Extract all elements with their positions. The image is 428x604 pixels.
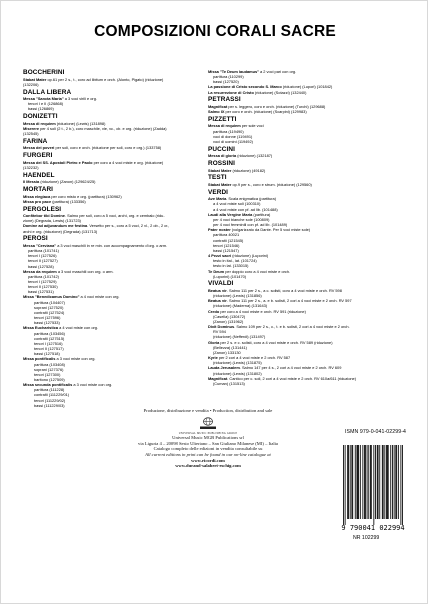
work-detail — [208, 381, 404, 386]
barcode-bar — [357, 445, 358, 519]
barcode-bar — [373, 445, 374, 525]
work-info: per soli, coro e orch. (riduzione per soli, coro e org.) (133758) — [54, 145, 162, 151]
work-info: a 3 voci maschili con org. o arm. — [56, 268, 114, 274]
work-detail — [23, 229, 205, 234]
work-info: a 3 voci maschili in re min. con accompagnamento d'org. o arm. — [56, 242, 168, 248]
work-info: per coro a 4 voci miste e orch. RV 591 (riduzione) — [219, 308, 306, 314]
barcode-bar — [402, 445, 403, 525]
work-entry — [23, 199, 205, 204]
work-info: per coro a 4 voci miste e org. (riduzione) — [92, 159, 164, 165]
work-info: a 3 voci virili e org. — [63, 96, 97, 102]
right-column — [208, 69, 404, 386]
work-info: per sole voci — [240, 123, 264, 129]
work-title: Beatus vir — [208, 298, 227, 304]
work-info: bassi (121547) — [213, 247, 239, 253]
work-info: partitura (101741) — [28, 248, 59, 254]
work-info: testo in lat. (133015) — [213, 263, 249, 269]
barcode-digits: 9 790041 022994 — [341, 524, 405, 532]
work-info: (riduzione) (132187) — [236, 153, 273, 159]
work-info: tenori (127300) — [34, 371, 61, 377]
universal-music-logo-icon — [199, 417, 217, 430]
work-info: contralti (111229/01) — [34, 392, 70, 398]
work-info: tenori I (127516) — [34, 340, 63, 346]
barcode-bar — [379, 445, 380, 519]
barcode-bar — [387, 445, 388, 519]
barcode-icon — [337, 441, 409, 533]
work-info: partitura (119490) — [213, 128, 244, 134]
work-title: Missa secunda pontificalis — [23, 382, 73, 388]
work-info: per s. leggero, coro e orch. (riduzione) (Turchi) (129688) — [227, 103, 326, 109]
work-info: (riduzione) (Lewis) (131875) — [213, 360, 262, 366]
work-entry — [208, 109, 404, 114]
ricordi-link[interactable]: www.ricordi.com — [191, 457, 225, 463]
barcode-bar — [395, 445, 396, 519]
composer-heading: FURGERI — [23, 152, 53, 160]
work-title: Messa "Cerviana" — [23, 242, 57, 248]
work-info: partitura (111228) — [34, 387, 65, 393]
barcode-bar — [350, 445, 351, 519]
composer-heading: PUCCINI — [208, 145, 235, 153]
work-info: partitura (103456) — [34, 330, 65, 336]
work-info: (riduzione) (Nefferdi) (131497) — [213, 334, 266, 340]
barcode-bar — [357, 445, 358, 519]
work-title: Missa "Benedicamus Domino" — [23, 294, 80, 300]
work-info: (riduzione) (Lewis) (131802) — [213, 370, 262, 376]
work-info: zione) (Degrada, Lewis) (131723) — [23, 218, 81, 224]
composer-heading: MORTARI — [23, 186, 54, 193]
barcode-bar — [345, 445, 346, 525]
work-info: bassi (126869) — [28, 106, 54, 112]
work-title: Messa di requiem — [208, 123, 241, 129]
work-info: bassi (111229/03) — [34, 402, 65, 408]
work-info: contralti (121545) — [213, 237, 244, 243]
work-title: Messa dei poveri — [23, 145, 55, 151]
work-info: per doppio coro a 4 voci miste e orch. — [224, 268, 291, 274]
barcode-bar — [378, 445, 379, 519]
barcode-bar — [365, 445, 366, 519]
work-info: . Salmo per soli, coro a 5 voci, archi, org. e cembalo (ridu- — [64, 213, 165, 219]
barcode-bar — [383, 445, 384, 519]
work-info: a 4 voci miste soli (100310) — [213, 201, 261, 207]
work-title: Miserere — [23, 125, 40, 131]
work-info: bassi (127528) — [28, 263, 54, 269]
barcode-bar — [384, 445, 385, 519]
work-info: soprani (127376) — [34, 366, 64, 372]
work-info: baritono (127509) — [34, 376, 65, 382]
barcode-bar — [386, 445, 387, 519]
work-info: (Bellezza) (131441) — [213, 344, 247, 350]
work-info: . Salmo 111 per 2 s., a. e b. solisti, 2 cori a 4 voci miste e 2 orch. RV 597 — [226, 298, 352, 304]
work-info: (partitura) (133356) — [51, 198, 86, 204]
work-info: (volgarizzato da Dante. Per 5 voci miste sole) — [230, 227, 311, 233]
composer-heading: VIVALDI — [208, 280, 234, 288]
composer-heading: ROSSINI — [208, 160, 235, 168]
composer-heading: FARINA — [23, 137, 48, 145]
barcode-bar — [343, 445, 344, 525]
work-title: Missa Eucharistica — [23, 325, 59, 331]
composer-heading: PETRASSI — [208, 96, 241, 104]
composer-heading: BOCCHERINI — [23, 69, 65, 76]
work-info: archi e org. (riduzione) (Degrada) (131713) — [23, 228, 98, 234]
work-info: partitura 40021 — [213, 232, 240, 238]
work-info: (riduzione) (Lewis) (131856) — [213, 293, 262, 299]
composer-heading: PIZZETTI — [208, 115, 237, 123]
work-title: Dixit Dominus — [208, 324, 235, 330]
composer-heading: HAENDEL — [23, 171, 55, 179]
work-entry — [208, 153, 404, 158]
work-detail — [208, 274, 404, 279]
barcode-bar — [358, 445, 359, 519]
work-info: (Casella) (130472) — [213, 313, 246, 319]
barcode-bar — [352, 445, 353, 519]
work-info: tenori (121546) — [213, 242, 240, 248]
work-info: (riduzione) (Lupori) (101842) — [281, 84, 333, 90]
work-info: a 4 voci miste con pf. ad lib. (101488) — [213, 206, 278, 212]
work-info: tenori II (127530) — [28, 284, 58, 290]
work-info: . Scala enigmatica (partitura) — [226, 196, 276, 202]
barcode-bar — [377, 445, 378, 519]
work-info: a 3 voci miste con org. — [55, 356, 96, 362]
work-info: per 4 voci femminili con pf. ad lib. (101489) — [213, 222, 288, 228]
work-info: tenori I (127526) — [28, 253, 57, 259]
durand-link[interactable]: www.durand-salabert-eschig.com — [175, 463, 241, 469]
work-info: tenori I (127529) — [28, 279, 57, 284]
work-info: . Versetto per s., coro a 5 voci, 2 vl., 2 ob., 2 cr., — [87, 223, 170, 229]
barcode-bar — [382, 445, 383, 519]
work-info: per coro misto e org. (partitura) (130962) — [50, 193, 122, 199]
work-title: 4 Pezzi sacri — [208, 253, 232, 259]
work-info: contralti (127515) — [34, 335, 65, 341]
barcode-bar — [398, 445, 399, 519]
work-title: Il Messia — [23, 179, 40, 185]
work-info: (riduzione) (Sotazzi) (132440) — [253, 89, 307, 95]
barcode-bar — [347, 445, 348, 519]
work-info: tenori (127596) — [34, 315, 61, 321]
work-info: a 3 voci miste con org. — [72, 382, 113, 388]
barcode-bar — [368, 445, 369, 519]
work-info: partitura (103408) — [34, 361, 65, 367]
work-info: (Cuman) (131513) — [213, 380, 245, 386]
barcode-bar — [371, 445, 372, 519]
work-info: per 2 cori a 4 voci miste e 2 orch. RV 587 — [217, 355, 291, 361]
work-title: Messa di gloria — [208, 153, 237, 159]
composer-heading: DALLA LIBERA — [23, 88, 72, 96]
page-title: COMPOSIZIONI CORALI SACRE — [94, 23, 336, 40]
production-line: Produzione, distribuzione e vendita • Production, distribution and sale — [143, 408, 273, 413]
work-info: a 4 voci miste con org. — [58, 325, 99, 331]
work-title: Domine ad adjuvandum me festina — [23, 223, 88, 229]
barcode-bar — [367, 445, 368, 519]
barcode-bar — [396, 445, 397, 519]
barcode-bar — [360, 445, 361, 519]
work-detail — [23, 106, 205, 111]
company-name: Universal Music MGB Publications srl — [172, 435, 244, 441]
work-title: Stabat Mater — [23, 76, 47, 82]
work-info: . Salmo 111 per 2 s., a c. solisti, coro a 4 voci miste e orch. RV 598 — [226, 288, 342, 293]
work-entry — [208, 182, 404, 187]
barcode-bar — [364, 445, 365, 519]
work-title: Missa elegiaca — [23, 193, 51, 199]
work-title: Messa di requiem — [23, 120, 56, 126]
work-title: Stabat Mater — [208, 181, 232, 187]
barcode-bar — [388, 445, 389, 519]
work-title: La passione di Cristo secondo S. Marco — [208, 84, 282, 90]
work-info: bassi (127533) — [34, 320, 60, 326]
work-title: Missa pro pace — [23, 198, 52, 204]
work-entry — [23, 179, 205, 184]
work-title: Stabat Mater — [208, 167, 232, 173]
work-info: partitura (101742) — [28, 273, 59, 279]
work-title: Gloria — [208, 339, 220, 345]
catalog-number: NR 102299 — [353, 535, 380, 541]
work-info: bassi (127518) — [34, 351, 60, 357]
work-info: . Salmo 147 per 4 s., 2 cori a 4 voci miste e 2 orch. RV 609 — [239, 365, 342, 371]
work-info: tenori I e II (126868) — [28, 101, 64, 107]
work-info: a 4 voci miste con org. — [79, 294, 120, 300]
barcode-bar — [400, 445, 401, 525]
work-info: op.61 per 2 s., t., coro ad libitum e orch. (Alonto, Pigato) (riduzione) — [46, 76, 164, 82]
work-detail — [23, 165, 205, 170]
work-title: Magnificat — [208, 103, 228, 109]
work-title: Credo — [208, 308, 220, 314]
work-info: tenori (111229/02) — [34, 397, 66, 403]
catalog-note-en: All current editions in print can be found in our on-line catalogue at — [145, 451, 271, 457]
barcode-bar — [355, 445, 356, 519]
work-detail — [23, 82, 205, 87]
work-info: (Zanon) (131962) — [213, 318, 244, 324]
work-info: . Salmo 109 per 2 s., c., t. e b. solisti, 2 cori a 4 voci miste e 2 orch. — [234, 324, 350, 330]
work-info: (Luporini) (101470) — [213, 273, 247, 279]
work-info: testo in ital., lat. (101724) — [213, 258, 257, 264]
work-info: (partitura) — [252, 211, 271, 217]
composer-heading: TESTI — [208, 174, 227, 182]
work-info: per 2 s. e c. solisti, coro a 4 voci miste e orch. RV 589 (riduzione) — [219, 339, 333, 345]
work-title: Beatus vir — [208, 288, 227, 293]
work-title: Ave Maria — [208, 196, 227, 202]
work-title: Te Deum — [208, 268, 225, 274]
work-info: tenori II (127517) — [34, 346, 64, 352]
barcode-bar — [390, 445, 391, 519]
work-info: contralti (127524) — [34, 309, 65, 315]
work-info: per 4 voci bianche sole (100809) — [213, 216, 270, 222]
work-detail — [208, 139, 404, 144]
work-info: RV 594 — [213, 329, 226, 335]
catalog-note-it: Catalogo completo delle edizioni in vendita consultabile su — [153, 446, 263, 452]
work-entry — [23, 145, 205, 150]
work-info: (riduzione) (Luporini) — [231, 253, 269, 259]
work-info: per coro e orch. (riduzione) (Scarpini) (129983) — [224, 109, 307, 115]
barcode-bar — [392, 445, 393, 519]
work-info: partitura (110299) — [213, 74, 244, 80]
barcode-bar — [375, 445, 376, 519]
work-info: . Cantico per c. soli, 2 cori a 4 voci miste e 2 orch. RV 610a/611 (riduzione) — [227, 375, 356, 381]
work-entry — [208, 90, 404, 95]
barcode-bar — [348, 445, 349, 519]
work-title: Confitebor tibi Domine — [23, 213, 65, 219]
work-title: Magnificat — [208, 375, 228, 381]
work-info: voci di donne (119491) — [213, 133, 253, 139]
company-address: via Liguria 4 – 20098 Sesto Ulteriano – San Giuliano Milanese (MI) – Italia — [138, 440, 278, 446]
work-title: Missa "Te Deum laudamus" — [208, 69, 259, 74]
composer-heading: PERGOLESI — [23, 205, 62, 213]
ismn-code: ISMN 979-0-041-02299-4 — [345, 429, 407, 435]
work-info: (riduzione) (Maderna) (131643) — [213, 303, 268, 309]
work-info: (riduzione) (49182) — [231, 167, 266, 173]
work-info: op.9 per s., coro e strum. (riduzione) (129560) — [231, 181, 312, 187]
work-title: Messa "Sancta Maria" — [23, 96, 64, 102]
work-info: (Zanon) 133130 — [213, 349, 241, 355]
work-detail — [23, 131, 205, 136]
work-info: (132206) — [23, 81, 39, 87]
work-info: (riduzione) (Zanon) (129624/25) — [39, 179, 96, 185]
work-info: tenori II (127527) — [28, 258, 58, 264]
work-info: (132232) — [23, 164, 39, 170]
work-info: bassi (127520) — [213, 79, 239, 85]
work-info: bassi (127531) — [28, 289, 54, 295]
work-title: Kyrie — [208, 355, 218, 361]
composer-heading: VERDI — [208, 188, 229, 196]
work-info: (132545) — [23, 131, 39, 137]
work-info: soprani (127520) — [34, 304, 64, 310]
composer-heading: PEROSI — [23, 235, 48, 243]
work-title: La resurrezione di Cristo — [208, 89, 254, 95]
barcode-bar — [370, 445, 371, 519]
work-info: voci di uomini (119492) — [213, 138, 253, 144]
work-title: Salmo IX — [208, 109, 225, 115]
work-title: Pater noster — [208, 227, 231, 233]
left-column — [23, 69, 205, 408]
work-info: a 2 voci pari con org. — [258, 69, 297, 74]
barcode-bar — [362, 445, 363, 519]
publisher-info — [89, 408, 327, 469]
logo-text: UNIVERSAL MUSIC PUBLISHING GROUP — [178, 432, 238, 436]
work-info: (riduzione) (Lewis) (131898) — [55, 120, 106, 126]
work-info: per 4 soli (2 t., 2 b.), coro maschile, vle, vc., cb. e org. (riduzione) (Zadda) — [39, 125, 167, 131]
work-title: Messa da requiem — [23, 268, 57, 274]
barcode-bar — [394, 445, 395, 519]
work-entry — [208, 168, 404, 173]
work-title: Messa dei SS. Apostoli Pietro e Paolo — [23, 159, 93, 165]
work-title: Missa pontificalis — [23, 356, 56, 362]
barcode-bar — [351, 445, 352, 519]
composer-heading: DONIZETTI — [23, 113, 58, 121]
work-title: Lauda Jerusalem — [208, 365, 240, 371]
work-title: Laudi alla Vergine Maria — [208, 211, 253, 217]
work-info: partitura (104407) — [34, 299, 65, 305]
